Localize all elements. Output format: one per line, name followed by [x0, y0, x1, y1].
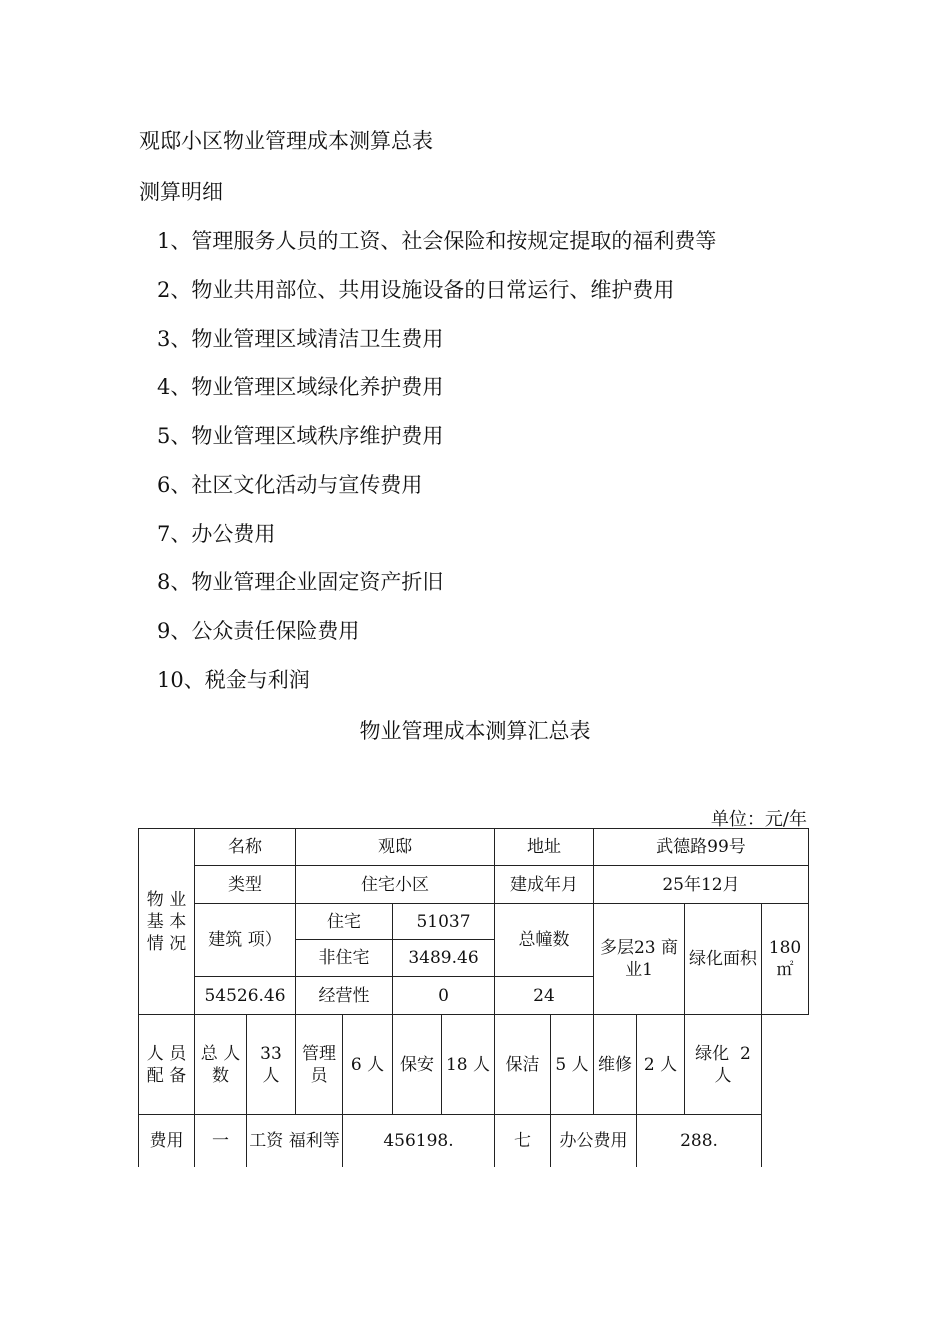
cost1-label: 工资 福利等 — [247, 1115, 343, 1167]
type-label: 类型 — [195, 866, 296, 904]
document-title: 观邸小区物业管理成本测算总表 — [139, 129, 433, 153]
list-item: 2、物业共用部位、共用设施设备的日常运行、维护费用 — [157, 278, 675, 302]
cost7-number: 七 — [495, 1115, 551, 1167]
green-area-value: 180 ㎡ — [762, 904, 809, 1015]
list-item: 6、社区文化活动与宣传费用 — [157, 473, 423, 497]
list-item: 1、管理服务人员的工资、社会保险和按规定提取的福利费等 — [157, 229, 717, 253]
building-area-label: 建筑 项） — [195, 904, 296, 977]
built-date-value: 25年12月 — [594, 866, 809, 904]
list-item: 4、物业管理区域绿化养护费用 — [157, 375, 444, 399]
green-area-label: 绿化面积 — [685, 904, 762, 1015]
residential-value: 51037 — [393, 904, 495, 940]
cost-summary-table — [138, 828, 809, 1167]
greening-value — [685, 1015, 762, 1115]
residential-label: 住宅 — [296, 904, 393, 940]
cleaning-value: 5 人 — [551, 1015, 594, 1115]
name-label: 名称 — [195, 829, 296, 866]
security-label: 保安 — [393, 1015, 442, 1115]
built-date-label: 建成年月 — [495, 866, 594, 904]
staff-label: 人 员 配 备 — [139, 1015, 195, 1115]
buildings-count: 24 — [495, 977, 594, 1015]
unit-label: 单位：元/年 — [710, 809, 807, 830]
total-buildings-label: 总幢数 — [495, 904, 594, 977]
cost7-value: 288. — [637, 1115, 762, 1167]
cost-label: 费用 — [139, 1115, 195, 1167]
total-area: 54526.46 — [195, 977, 296, 1015]
total-staff-value: 33 人 — [247, 1015, 296, 1115]
commercial-value: 0 — [393, 977, 495, 1015]
type-value: 住宅小区 — [296, 866, 495, 904]
cost7-label: 办公费用 — [551, 1115, 637, 1167]
basic-info-label: 物 业 基 本 情 况 — [139, 829, 195, 1015]
list-item: 7、办公费用 — [157, 522, 276, 546]
cleaning-label: 保洁 — [495, 1015, 551, 1115]
table-title: 物业管理成本测算汇总表 — [359, 719, 591, 743]
list-item: 10、税金与利润 — [157, 668, 310, 692]
name-value: 观邸 — [296, 829, 495, 866]
security-value: 18 人 — [442, 1015, 495, 1115]
maintenance-value: 2 人 — [637, 1015, 685, 1115]
address-label: 地址 — [495, 829, 594, 866]
address-value: 武德路99号 — [594, 829, 809, 866]
list-item: 3、物业管理区域清洁卫生费用 — [157, 327, 444, 351]
cost1-value: 456198. — [343, 1115, 495, 1167]
cost1-number: 一 — [195, 1115, 247, 1167]
manager-value: 6 人 — [343, 1015, 393, 1115]
total-staff-label: 总 人 数 — [195, 1015, 247, 1115]
maintenance-label: 维修 — [594, 1015, 637, 1115]
manager-label: 管理员 — [296, 1015, 343, 1115]
section-heading: 测算明细 — [139, 180, 223, 204]
list-item: 8、物业管理企业固定资产折旧 — [157, 570, 444, 594]
greening-count: 2 人 — [714, 1043, 751, 1086]
building-types: 多层23 商业1 — [594, 904, 685, 1015]
commercial-label: 经营性 — [296, 977, 393, 1015]
list-item: 9、公众责任保险费用 — [157, 619, 360, 643]
list-item: 5、物业管理区域秩序维护费用 — [157, 424, 444, 448]
nonresidential-value: 3489.46 — [393, 940, 495, 977]
nonresidential-label: 非住宅 — [296, 940, 393, 977]
greening-label: 绿化 — [695, 1043, 730, 1064]
